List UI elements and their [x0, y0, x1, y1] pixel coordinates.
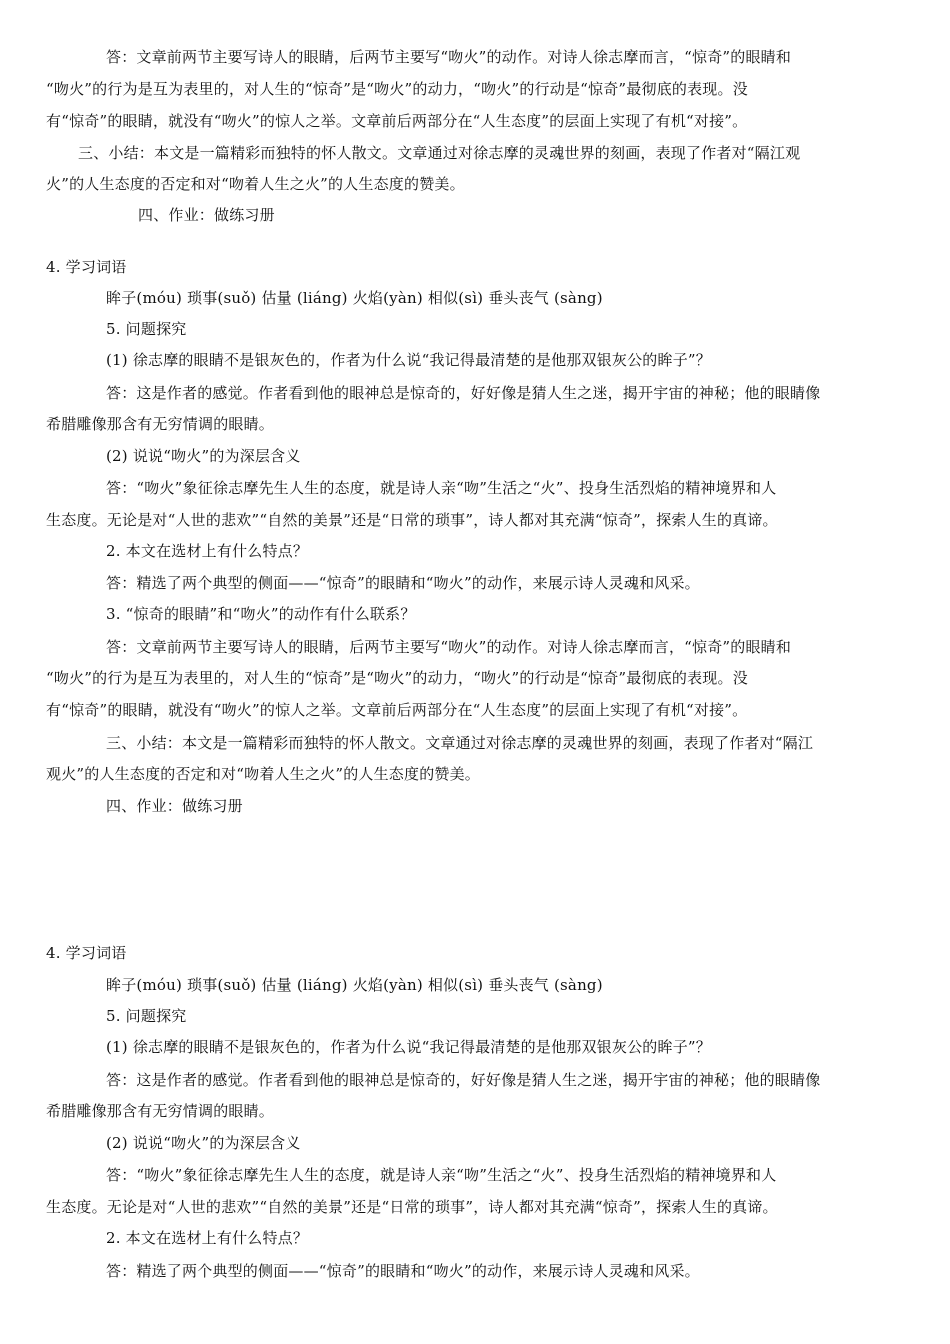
section-heading: 4. 学习词语	[46, 258, 127, 276]
text-line: (2) 说说“吻火”的为深层含义	[106, 447, 301, 465]
text-line: 希腊雕像那含有无穷情调的眼睛。	[46, 1102, 275, 1120]
text-line: 生态度。无论是对“人世的悲欢”“自然的美景”还是“日常的琐事”，诗人都对其充满“惊奇”，探索人生的真谛。	[46, 511, 778, 529]
text-line: 答：这是作者的感觉。作者看到他的眼神总是惊奇的，好好像是猜人生之迷，揭开宇宙的神秘；他的眼睛像	[106, 1071, 821, 1089]
text-line: 有“惊奇”的眼睛，就没有“吻火”的惊人之举。文章前后两部分在“人生态度”的层面上实现了有机“对接”。	[46, 701, 748, 719]
text-line: 生态度。无论是对“人世的悲欢”“自然的美景”还是“日常的琐事”，诗人都对其充满“惊奇”，探索人生的真谛。	[46, 1198, 778, 1216]
text-line: 答：精选了两个典型的侧面——“惊奇”的眼睛和“吻火”的动作，来展示诗人灵魂和风采。	[106, 1262, 700, 1280]
text-line: 火”的人生态度的否定和对“吻着人生之火”的人生态度的赞美。	[46, 175, 465, 193]
text-line: 眸子(móu) 琐事(suǒ) 估量 (liáng) 火焰(yàn) 相似(sì) 垂头丧气 (sàng)	[106, 289, 603, 307]
section-heading: 5. 问题探究	[106, 1007, 187, 1025]
section-heading: 4. 学习词语	[46, 944, 127, 962]
text-line: (2) 说说“吻火”的为深层含义	[106, 1134, 301, 1152]
text-line: 观火”的人生态度的否定和对“吻着人生之火”的人生态度的赞美。	[46, 765, 481, 783]
text-line: (1) 徐志摩的眼睛不是银灰色的，作者为什么说“我记得最清楚的是他那双银灰公的眸子”？	[106, 351, 711, 369]
text-line: 答：精选了两个典型的侧面——“惊奇”的眼睛和“吻火”的动作，来展示诗人灵魂和风采。	[106, 574, 700, 592]
section-heading: 四、作业：做练习册	[106, 797, 243, 815]
text-line: 三、小结：本文是一篇精彩而独特的怀人散文。文章通过对徐志摩的灵魂世界的刻画，表现了作者对“隔江	[106, 734, 814, 752]
text-line: 答：“吻火”象征徐志摩先生人生的态度，就是诗人亲“吻”生活之“火”、投身生活烈焰的精神境界和人	[106, 1166, 777, 1184]
text-line: 三、小结：本文是一篇精彩而独特的怀人散文。文章通过对徐志摩的灵魂世界的刻画，表现了作者对“隔江观	[78, 144, 801, 162]
text-line: 2. 本文在选材上有什么特点？	[106, 542, 309, 560]
text-line: 答：文章前两节主要写诗人的眼睛，后两节主要写“吻火”的动作。对诗人徐志摩而言，“惊奇”的眼睛和	[106, 48, 792, 66]
text-line: 答：文章前两节主要写诗人的眼睛，后两节主要写“吻火”的动作。对诗人徐志摩而言，“惊奇”的眼睛和	[106, 638, 792, 656]
text-line: 眸子(móu) 琐事(suǒ) 估量 (liáng) 火焰(yàn) 相似(sì) 垂头丧气 (sàng)	[106, 976, 603, 994]
text-line: “吻火”的行为是互为表里的，对人生的“惊奇”是“吻火”的动力，“吻火”的行动是“惊奇”最彻底的表现。没	[46, 80, 748, 98]
text-line: “吻火”的行为是互为表里的，对人生的“惊奇”是“吻火”的动力，“吻火”的行动是“惊奇”最彻底的表现。没	[46, 669, 748, 687]
text-line: 2. 本文在选材上有什么特点？	[106, 1229, 309, 1247]
section-heading: 5. 问题探究	[106, 320, 187, 338]
text-line: 答：这是作者的感觉。作者看到他的眼神总是惊奇的，好好像是猜人生之迷，揭开宇宙的神秘；他的眼睛像	[106, 384, 821, 402]
text-line: 答：“吻火”象征徐志摩先生人生的态度，就是诗人亲“吻”生活之“火”、投身生活烈焰的精神境界和人	[106, 479, 777, 497]
text-line: 有“惊奇”的眼睛，就没有“吻火”的惊人之举。文章前后两部分在“人生态度”的层面上实现了有机“对接”。	[46, 112, 748, 130]
text-line: (1) 徐志摩的眼睛不是银灰色的，作者为什么说“我记得最清楚的是他那双银灰公的眸子”？	[106, 1038, 711, 1056]
text-line: 3. “惊奇的眼睛”和“吻火”的动作有什么联系？	[106, 605, 416, 623]
section-heading: 四、作业：做练习册	[138, 206, 275, 224]
text-line: 希腊雕像那含有无穷情调的眼睛。	[46, 415, 275, 433]
